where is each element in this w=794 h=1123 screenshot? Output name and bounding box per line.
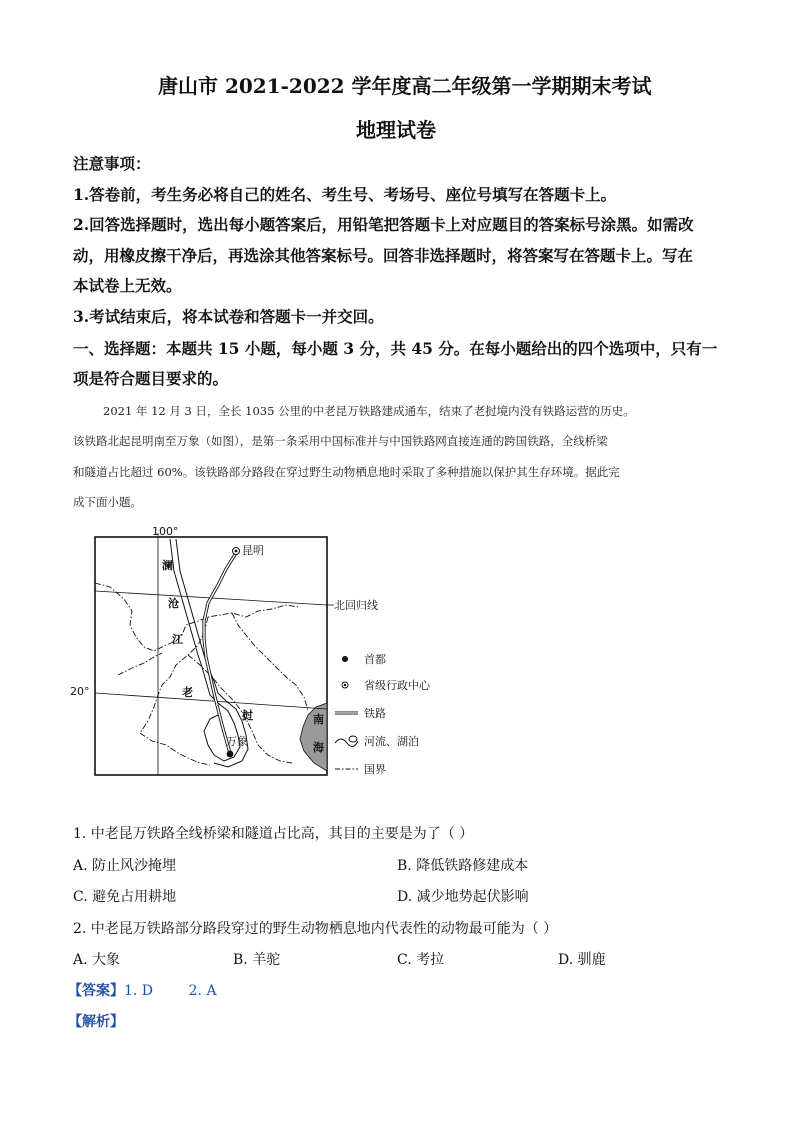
question-2-stem: 2. 中老昆万铁路部分路段穿过的野生动物栖息地内代表性的动物最可能为（ ） [73, 921, 558, 937]
question-2-option-c[interactable]: C. 考拉 [397, 952, 445, 968]
sea-char-2: 海 [313, 741, 324, 754]
river-char-1: 澜 [162, 559, 173, 572]
legend-capital: 首都 [364, 653, 386, 666]
legend-railway: 铁路 [364, 707, 386, 720]
question-2-option-b[interactable]: B. 羊驼 [233, 952, 281, 968]
rivers [170, 539, 248, 767]
kunming-marker [233, 548, 240, 555]
notice-item-2-line-3: 本试卷上无效。 [73, 276, 182, 295]
exam-subtitle: 地理试卷 [356, 118, 436, 142]
question-1-option-d[interactable]: D. 减少地势起伏影响 [397, 889, 529, 905]
legend-river: 河流、湖泊 [364, 735, 419, 748]
map-frame [95, 537, 327, 775]
vientiane-label: 万象 [226, 735, 248, 748]
river-char-2: 沧 [168, 597, 179, 610]
river-char-3: 江 [172, 633, 183, 646]
railway-map [58, 525, 438, 787]
lon-label: 100° [152, 525, 179, 538]
question-1-option-c[interactable]: C. 避免占用耕地 [73, 889, 177, 905]
passage-line-3: 和隧道占比超过 60%。该铁路部分路段在穿过野生动物栖息地时采取了多种措施以保护其生存环境。据此完 [73, 465, 620, 479]
answer-value: 1. D 2. A [124, 983, 217, 999]
notice-item-2-line-1: 2.回答选择题时，选出每小题答案后，用铅笔把答题卡上对应题目的答案标号涂黑。如需改 [73, 215, 694, 234]
vientiane-marker [227, 751, 234, 758]
passage-line-1: 2021 年 12 月 3 日，全长 1035 公里的中老昆万铁路建成通车，结束了老挝境内没有铁路运营的历史。 [103, 404, 635, 418]
answer-label: 【答案】 [68, 983, 124, 999]
analysis-label: 【解析】 [68, 1014, 124, 1030]
exam-title: 唐山市 2021-2022 学年度高二年级第一学期期末考试 [158, 74, 652, 98]
legend-provincial: 省级行政中心 [364, 679, 430, 692]
map-legend [335, 652, 431, 776]
question-1-stem: 1. 中老昆万铁路全线桥梁和隧道占比高，其目的主要是为了（ ） [73, 826, 474, 842]
question-1-option-a[interactable]: A. 防止风沙掩埋 [73, 858, 177, 874]
kunming-label: 昆明 [242, 544, 264, 557]
question-1-option-b[interactable]: B. 降低铁路修建成本 [397, 858, 529, 874]
lat-label: 20° [70, 685, 90, 698]
question-2-option-d[interactable]: D. 驯鹿 [558, 952, 606, 968]
tropic-label: 北回归线 [334, 599, 378, 612]
passage-line-2: 该铁路北起昆明南至万象（如图），是第一条采用中国标准并与中国铁路网直接连通的跨国铁路，全线桥梁 [73, 434, 608, 448]
notice-item-2-line-2: 动，用橡皮擦干净后，再选涂其他答案标号。回答非选择题时，将答案写在答题卡上。写在 [73, 246, 694, 265]
sea-char-1: 南 [313, 713, 324, 726]
notice-item-3: 3.考试结束后，将本试卷和答题卡一并交回。 [73, 307, 384, 326]
section-heading-line-1: 一、选择题：本题共 15 小题，每小题 3 分，共 45 分。在每小题给出的四个选项中，只有一 [73, 339, 718, 358]
country-borders [95, 583, 308, 765]
question-2-option-a[interactable]: A. 大象 [73, 952, 121, 968]
passage-line-4: 成下面小题。 [73, 495, 142, 509]
legend-border: 国界 [364, 763, 386, 776]
country-char-2: 挝 [242, 709, 253, 722]
country-char-1: 老 [182, 686, 193, 699]
legend-river-symbol [335, 739, 358, 747]
section-heading-line-2: 项是符合题目要求的。 [73, 369, 229, 388]
answer-row [68, 980, 217, 1000]
notice-heading: 注意事项： [73, 154, 151, 173]
notice-item-1: 1.答卷前，考生务必将自己的姓名、考生号、考场号、座位号填写在答题卡上。 [73, 185, 617, 204]
railway-line [204, 553, 236, 753]
legend-capital-symbol [342, 656, 348, 662]
